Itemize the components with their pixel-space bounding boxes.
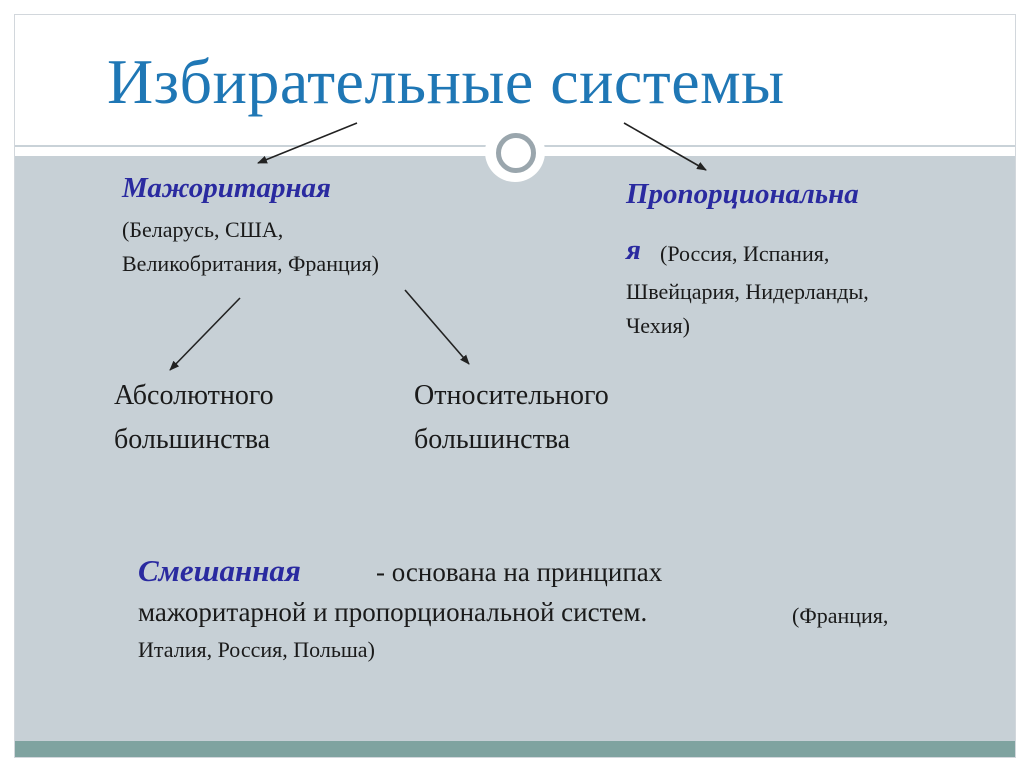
majoritarian-countries — [122, 213, 482, 281]
absolute-majority-box — [114, 374, 344, 462]
majoritarian-countries-line2: Великобритания, Франция) — [122, 251, 379, 276]
proportional-countries-line3: Чехия) — [626, 313, 690, 338]
mixed-countries-end: Италия, Россия, Польша) — [138, 637, 375, 662]
proportional-countries-line1: (Россия, Испания, — [660, 241, 830, 266]
arrow-to-relative — [405, 290, 469, 364]
relative-majority-box — [414, 374, 674, 462]
proportional-heading-end: я — [626, 234, 641, 266]
proportional-heading: Пропорциональна — [626, 178, 859, 210]
majoritarian-heading: Мажоритарная — [122, 172, 331, 204]
majoritarian-countries-line1: (Беларусь, США, — [122, 217, 284, 242]
relative-majority-line1: Относительного — [414, 380, 609, 411]
arrow-to-majoritarian — [258, 123, 357, 163]
arrow-to-proportional — [624, 123, 706, 170]
proportional-countries-line2: Швейцария, Нидерланды, — [626, 279, 869, 304]
relative-majority-line2: большинства — [414, 424, 571, 455]
proportional-countries — [626, 275, 956, 343]
mixed-description-line2: мажоритарной и пропорциональной систем. — [138, 597, 648, 627]
mixed-description-line1: - основана на принципах — [376, 557, 663, 587]
arrow-to-absolute — [170, 298, 240, 370]
mixed-heading: Смешанная — [138, 553, 301, 588]
slide-title: Избирательные системы — [107, 46, 785, 117]
absolute-majority-line1: Абсолютного — [114, 380, 274, 411]
mixed-countries-start: (Франция, — [792, 603, 889, 628]
absolute-majority-line2: большинства — [114, 424, 271, 455]
